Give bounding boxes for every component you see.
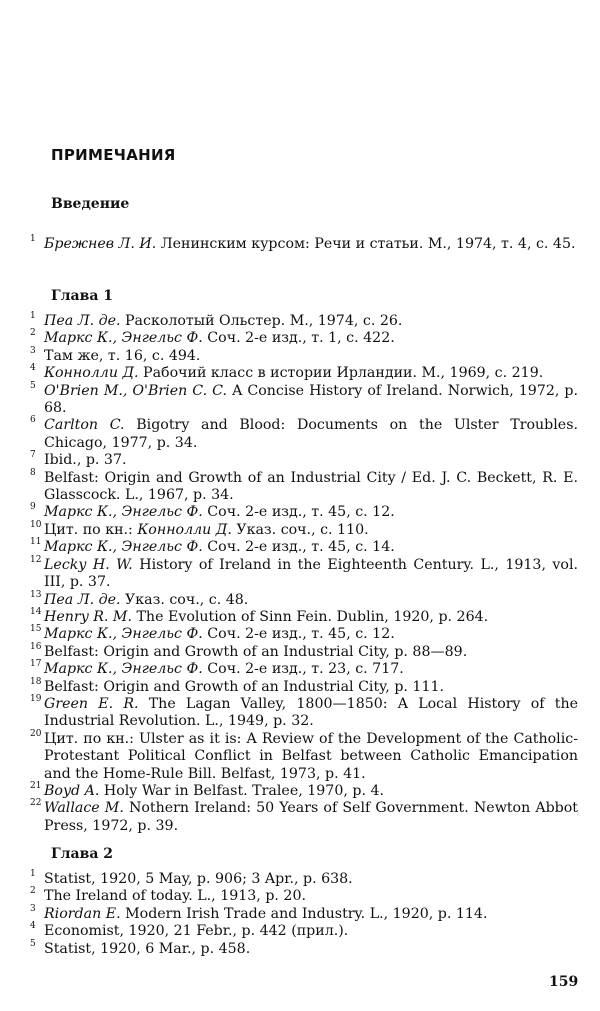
footnote-number: 13 [30, 589, 42, 600]
footnote-number: 5 [30, 380, 36, 391]
footnote-author: Маркс К., Энгельс Ф. [44, 661, 203, 678]
footnote-number: 4 [30, 921, 36, 932]
footnote-author: Маркс К., Энгельс Ф. [44, 330, 203, 347]
footnote-text: Ленинским курсом: Речи и статьи. М., 1974, т. 4, с. 45. [156, 236, 576, 252]
footnote-text: Указ. соч., с. 48. [120, 591, 249, 608]
footnote-number: 3 [30, 345, 36, 356]
footnote [30, 780, 578, 800]
footnote [30, 903, 578, 923]
footnote-text: The Lagan Valley, 1800—1850: A Local History of the Industrial Revolution. L., 1949, p. 32. [44, 695, 578, 730]
footnote-author: Пеа Л. де. [44, 591, 121, 608]
footnote-number: 7 [30, 450, 36, 461]
footnote [30, 800, 578, 835]
footnote-author: Маркс К., Энгельс Ф. [44, 539, 203, 556]
footnote [30, 728, 578, 783]
section-heading-intro: Введение [51, 196, 130, 212]
footnote [30, 504, 578, 521]
footnote-text: Соч. 2-е изд., т. 45, с. 12. [202, 626, 395, 643]
footnote-author: O'Brien M., O'Brien C. C. [44, 382, 228, 399]
footnote-text: The Ireland of today. L., 1913, p. 20. [44, 888, 306, 905]
section-heading-chapter-1: Глава 1 [51, 288, 114, 304]
footnote-number: 3 [30, 903, 36, 914]
footnote-number: 6 [30, 415, 36, 426]
footnote [30, 330, 578, 347]
notes-list-chapter-2 [30, 871, 578, 958]
notes-list-chapter-1 [30, 313, 578, 835]
footnote-number: 21 [30, 780, 42, 791]
footnote-text: Holy War in Belfast. Tralee, 1970, p. 4. [99, 782, 385, 799]
footnote-text: Ibid., p. 37. [44, 452, 127, 469]
footnote-text: Соч. 2-е изд., т. 1, с. 422. [202, 330, 395, 347]
footnote-number: 1 [30, 311, 36, 321]
footnote [30, 871, 578, 888]
footnote-text: Economist, 1920, 21 Febr., p. 442 (прил.). [44, 923, 349, 940]
notes-list-intro [30, 236, 578, 253]
footnote [30, 380, 578, 418]
footnote-text: Modern Irish Trade and Industry. L., 1920, p. 114. [120, 905, 488, 922]
footnote-author: Riordan E. [44, 905, 121, 922]
footnote [30, 888, 578, 905]
footnote-text: Цит. по кн.: Коннолли Д. Указ. соч., с. 110. [44, 521, 369, 538]
footnote-author: Boyd A. [44, 782, 100, 799]
footnote-text: Расколотый Ольстер. М., 1974, с. 26. [120, 313, 403, 329]
footnote [30, 519, 578, 539]
footnote-number: 11 [30, 537, 42, 548]
footnote-text: History of Ireland in the Eighteenth Century. L., 1913, vol. III, p. 37. [44, 556, 579, 591]
footnote-text: Там же, т. 16, с. 494. [44, 347, 201, 364]
footnote-author: Wallace M. [44, 800, 124, 817]
footnote [30, 467, 578, 505]
footnote-text: Statist, 1920, 6 Mar., p. 458. [44, 940, 251, 957]
footnote-text: Цит. по кн.: Ulster as it is: A Review of the Development of the Catholic-Protestant Political Conflict in Belfast between Catholic Emancipation and the Home-Rule Bill. Belfast, 1973, p. 41. [44, 730, 578, 782]
footnote-number: 2 [30, 328, 36, 339]
footnote-number: 5 [30, 938, 36, 949]
footnote [30, 661, 578, 678]
footnote-author: Брежнев Л. И. [44, 236, 157, 252]
footnote-number: 15 [30, 624, 42, 635]
footnote [30, 626, 578, 643]
footnote-number: 16 [30, 641, 42, 652]
footnote-author: Lecky H. W. [44, 556, 133, 573]
footnote [30, 236, 578, 253]
footnote [30, 606, 578, 626]
footnote-number: 10 [30, 519, 42, 530]
footnote-number: 17 [30, 659, 42, 670]
footnote-number: 8 [30, 467, 36, 478]
page-title: ПРИМЕЧАНИЯ [51, 146, 176, 164]
footnote-text: Belfast: Origin and Growth of an Industrial City / Ed. J. C. Beckett, R. E. Glasscock. L., 1967, p. 34. [44, 469, 578, 504]
footnote-text: Bigotry and Blood: Documents on the Ulster Troubles. Chicago, 1977, p. 34. [44, 417, 578, 451]
footnote-text: Соч. 2-е изд., т. 45, с. 12. [202, 504, 395, 521]
footnote-number: 14 [30, 606, 42, 617]
footnote [30, 539, 578, 556]
footnote [30, 923, 578, 940]
footnote-number: 20 [30, 728, 42, 739]
footnote-text: Nothern Ireland: 50 Years of Self Government. Newton Abbot Press, 1972, p. 39. [44, 800, 578, 834]
footnote-number: 18 [30, 676, 42, 687]
footnote-number: 1 [30, 869, 36, 879]
footnote-text: The Evolution of Sinn Fein. Dublin, 1920, p. 264. [131, 608, 489, 625]
footnote [30, 417, 578, 452]
footnote-number: 22 [30, 798, 42, 809]
page-number: 159 [549, 974, 579, 990]
footnote [30, 345, 578, 365]
footnote [30, 938, 578, 958]
section-heading-chapter-2: Глава 2 [51, 846, 114, 862]
footnote-number: 19 [30, 693, 42, 704]
footnote [30, 452, 578, 469]
footnote [30, 693, 578, 731]
footnote-text: Statist, 1920, 5 May, p. 906; 3 Apr., p. 638. [44, 871, 353, 887]
footnote-text: Belfast: Origin and Growth of an Industrial City, p. 88—89. [44, 643, 468, 660]
footnote-author: Маркс К., Энгельс Ф. [44, 626, 203, 643]
footnote [30, 365, 578, 382]
footnote-text: Belfast: Origin and Growth of an Industrial City, p. 111. [44, 678, 445, 695]
footnote [30, 641, 578, 661]
footnote-number: 12 [30, 554, 42, 565]
footnote-text: Соч. 2-е изд., т. 45, с. 14. [202, 539, 395, 556]
footnote [30, 554, 579, 592]
footnote-author: Пеа Л. де. [44, 313, 121, 329]
footnote-author: Green E. R. [44, 695, 139, 712]
footnote-author: Carlton C. [44, 417, 125, 434]
footnote-number: 1 [30, 234, 36, 244]
footnote [30, 589, 578, 609]
footnote-text: Рабочий класс в истории Ирландии. М., 1969, с. 219. [138, 365, 544, 382]
footnote-number: 4 [30, 363, 36, 374]
footnote-author: Маркс К., Энгельс Ф. [44, 504, 203, 521]
footnote-author: Коннолли Д. [44, 365, 139, 382]
footnote-text: Соч. 2-е изд., т. 23, с. 717. [202, 661, 404, 678]
footnote [30, 313, 578, 330]
footnote-number: 9 [30, 502, 36, 513]
footnote [30, 676, 578, 696]
footnote-author: Henry R. M. [44, 608, 132, 625]
footnote-number: 2 [30, 886, 36, 897]
footnote-text: A Concise History of Ireland. Norwich, 1972, p. 68. [44, 382, 578, 417]
